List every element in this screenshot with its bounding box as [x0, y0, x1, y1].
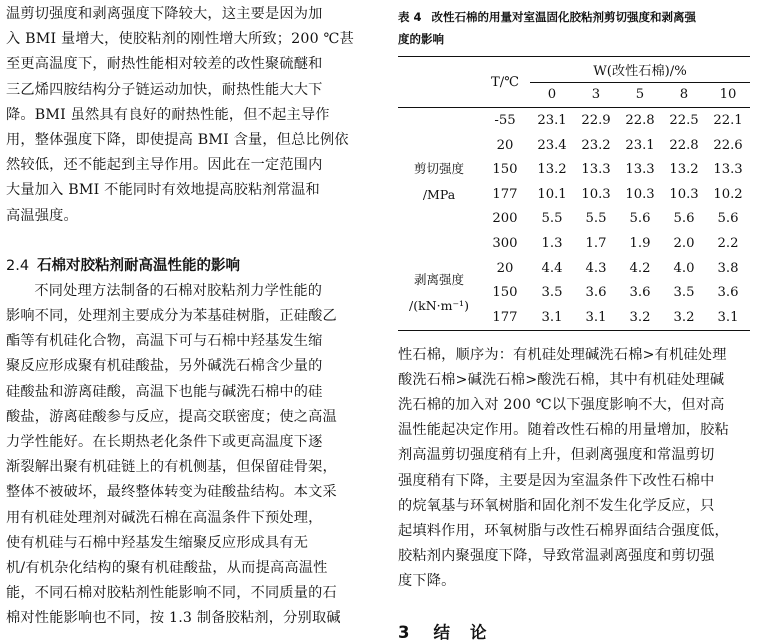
value-cell: 2.2: [717, 235, 739, 251]
text-line: 的烷氧基与环氧树脂和固化剂不发生化学反应，只: [398, 497, 715, 514]
value-cell: 5.6: [629, 211, 651, 227]
text-line: 强度稍有下降，主要是因为室温条件下改性石棉中: [398, 472, 715, 489]
text-line: 温剪切强度和剥离强度下降较大，这主要是因为加: [6, 6, 323, 22]
text-line: 温性能起决定作用。随着改性石棉的用量增加，胶粘: [398, 422, 729, 439]
text-line: 力学性能好。在长期热老化条件下或更高温度下逐: [6, 434, 323, 451]
value-cell: 22.8: [669, 137, 699, 153]
text-line: 聚反应形成聚有机硅酸盐，另外碱洗石棉含少量的: [6, 358, 323, 375]
text-line: 剂高温剪切强度稍有上升，但剥离强度和常温剪切: [398, 447, 715, 464]
value-cell: 3.5: [673, 285, 695, 301]
section-number: 3: [398, 622, 410, 642]
value-cell: 5.5: [585, 211, 607, 227]
paragraph-modified-asbestos: [398, 343, 760, 595]
value-cell: 3.2: [662, 305, 706, 330]
text-line: 机/有机杂化结构的聚有机硅酸盐，从而提高高温性: [6, 560, 328, 577]
value-cell: 5.5: [541, 211, 563, 227]
value-cell: 3.2: [618, 305, 662, 330]
value-cell: 3.6: [585, 285, 607, 301]
table-caption-line2: 度的影响: [398, 32, 444, 46]
value-cell: 5.6: [673, 211, 695, 227]
shear-label-line2: /MPa: [422, 186, 456, 202]
value-cell: 13.3: [625, 162, 655, 178]
value-cell: 3.1: [706, 305, 750, 330]
value-cell: 3.6: [629, 285, 651, 301]
column-header: 10: [706, 82, 750, 108]
temperature-cell: 300: [492, 235, 518, 251]
text-line: 能，不同石棉对胶粘剂性能影响不同，不同质量的石: [6, 585, 337, 602]
section-heading-3: [398, 619, 760, 643]
text-line: 入 BMI 量增大，使胶粘剂的刚性增大所致；200 ℃甚: [6, 31, 355, 48]
text-line: 降。BMI 虽然具有良好的耐热性能，但不起主导作: [6, 106, 330, 123]
paragraph-bmi-effect: [6, 2, 384, 229]
value-cell: 22.6: [713, 137, 743, 153]
value-cell: 22.8: [625, 112, 655, 128]
shear-strength-label: [398, 108, 480, 256]
table-caption: [398, 6, 760, 50]
value-cell: 23.1: [625, 137, 655, 153]
value-cell: 1.9: [629, 235, 651, 251]
section-number: 2.4: [6, 257, 30, 274]
value-cell: 22.5: [669, 112, 699, 128]
temperature-cell: 177: [492, 186, 518, 202]
value-cell: 10.2: [713, 186, 743, 202]
text-line: 酸洗石棉>碱洗石棉>酸洗石棉，其中有机硅处理碱: [398, 371, 725, 388]
data-table: [398, 56, 750, 331]
text-line: 影响不同，处理剂主要成分为苯基硅树脂，正硅酸乙: [6, 308, 337, 325]
value-cell: 13.3: [713, 162, 743, 178]
text-line: 大量加入 BMI 不能同时有效地提高胶粘剂常温和: [6, 182, 320, 199]
text-line: 性石棉，顺序为：有机硅处理碱洗石棉>有机硅处理: [398, 346, 727, 363]
text-line: 酸盐，游离硅酸参与反应，提高交联密度；使之高温: [6, 408, 337, 425]
temperature-cell: 150: [492, 285, 518, 301]
table-header-row: [398, 57, 750, 83]
peel-strength-label: [398, 256, 480, 330]
text-line: 胶粘剂内聚强度下降，导致常温剥离强度和剪切强: [398, 548, 715, 565]
peel-label-line1: 剥离强度: [413, 271, 464, 287]
value-cell: 5.6: [717, 211, 739, 227]
value-cell: 2.0: [673, 235, 695, 251]
column-header: 5: [618, 82, 662, 108]
text-line: 使有机硅与石棉中羟基发生缩聚反应形成具有无: [6, 534, 309, 551]
value-cell: 4.2: [629, 260, 651, 276]
header-w-asbestos: W(改性石棉)/%: [530, 57, 750, 83]
section-title-part1: 结: [433, 622, 450, 642]
text-line: 至更高温度下，耐热性能相对较差的改性聚硫醚和: [6, 56, 323, 73]
text-line: 三乙烯四胺结构分子链运动加快，耐热性能大大下: [6, 81, 323, 98]
temperature-cell: 200: [492, 211, 518, 227]
text-line: 高温强度。: [6, 207, 78, 224]
text-line: 硅酸盐和游离硅酸，高温下也能与碱洗石棉中的硅: [6, 383, 323, 400]
value-cell: 13.2: [669, 162, 699, 178]
table-row: [398, 256, 750, 281]
header-empty-cell: [398, 57, 480, 108]
value-cell: 13.2: [537, 162, 567, 178]
value-cell: 3.6: [717, 285, 739, 301]
temperature-cell: 20: [496, 137, 514, 153]
text-line: 用，整体强度下降，即使提高 BMI 含量，但总比例依: [6, 132, 349, 149]
text-line: 用有机硅处理剂对碱洗石棉在高温条件下预处理，: [6, 509, 323, 526]
section-title: 石棉对胶粘剂耐高温性能的影响: [37, 257, 241, 274]
text-line: 然较低，还不能起到主导作用。因此在一定范围内: [6, 157, 323, 174]
value-cell: 23.4: [537, 137, 567, 153]
value-cell: 1.3: [541, 235, 563, 251]
value-cell: 10.3: [581, 186, 611, 202]
text-line: 棉对性能影响也不同，按 1.3 制备胶粘剂，分别取碱: [6, 610, 341, 627]
value-cell: 1.7: [585, 235, 607, 251]
text-line: 起填料作用，环氧树脂与改性石棉界面结合强度低，: [398, 522, 729, 539]
text-line: 酯等有机硅化合物，高温下可与石棉中羟基发生缩: [6, 333, 323, 350]
right-column: [398, 2, 760, 643]
value-cell: 3.1: [530, 305, 574, 330]
value-cell: 10.3: [625, 186, 655, 202]
text-line: 渐裂解出聚有机硅链上的有机侧基，但保留硅骨架，: [6, 459, 337, 476]
value-cell: 13.3: [581, 162, 611, 178]
value-cell: 22.9: [581, 112, 611, 128]
temperature-cell: -55: [494, 112, 516, 128]
value-cell: 3.5: [541, 285, 563, 301]
table-caption-line1: 改性石棉的用量对室温固化胶粘剂剪切强度和剥离强: [431, 10, 697, 24]
temperature-cell: 150: [492, 162, 518, 178]
paragraph-asbestos-effect: [6, 279, 384, 632]
peel-label-line2: /(kN·m⁻¹): [409, 297, 469, 313]
temperature-cell: 177: [480, 305, 530, 330]
table-row: [398, 108, 750, 133]
value-cell: 4.3: [585, 260, 607, 276]
text-line: 整体不被破坏，最终整体转变为硅酸盐结构。本文采: [6, 484, 337, 501]
value-cell: 23.1: [537, 112, 567, 128]
text-line: 洗石棉的加入对 200 ℃以下强度影响不大，但对高: [398, 396, 725, 413]
section-title-part2: 论: [469, 622, 487, 642]
value-cell: 4.4: [541, 260, 563, 276]
column-header: 3: [574, 82, 618, 108]
section-heading-2-4: [6, 253, 384, 279]
value-cell: 10.3: [669, 186, 699, 202]
value-cell: 22.1: [713, 112, 743, 128]
header-temperature: T/℃: [480, 57, 530, 108]
value-cell: 3.1: [574, 305, 618, 330]
table-number: 表 4: [398, 10, 422, 24]
text-line: 度下降。: [398, 573, 456, 590]
left-column: [6, 2, 384, 632]
value-cell: 4.0: [673, 260, 695, 276]
value-cell: 3.8: [717, 260, 739, 276]
shear-label-line1: 剪切强度: [413, 160, 464, 176]
temperature-cell: 20: [496, 260, 514, 276]
column-header: 0: [530, 82, 574, 108]
value-cell: 10.1: [537, 186, 567, 202]
column-header: 8: [662, 82, 706, 108]
text-line: 不同处理方法制备的石棉对胶粘剂力学性能的: [34, 282, 323, 299]
value-cell: 23.2: [581, 137, 611, 153]
